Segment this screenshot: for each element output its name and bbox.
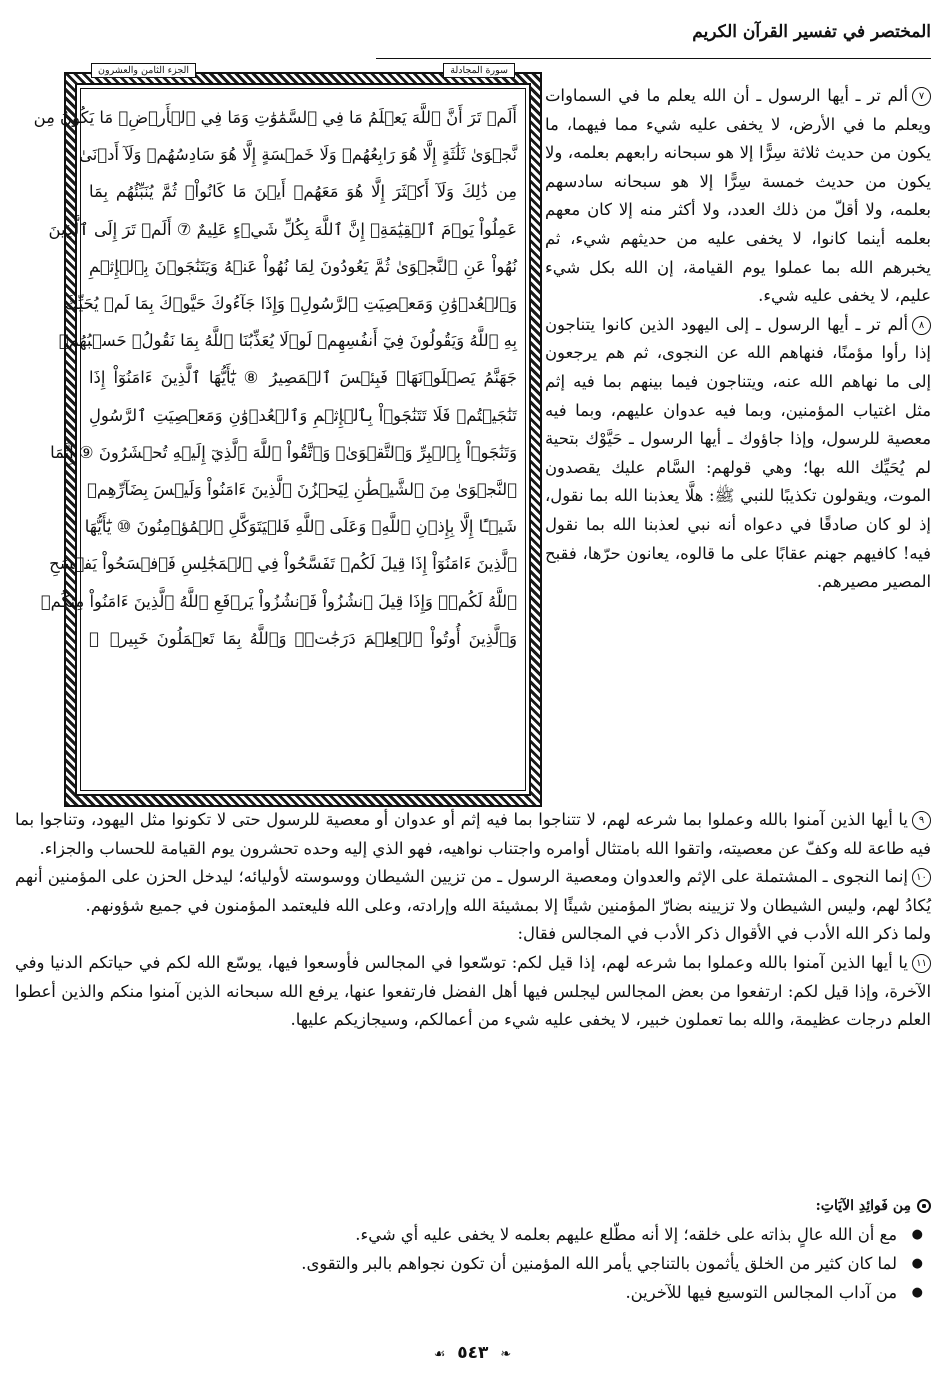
verse-number-badge: ١٠ <box>912 868 931 887</box>
page-header <box>376 22 931 62</box>
tafsir-text: يا أيها الذين آمنوا بالله وعملوا بما شرعه لهم، إذا قيل لكم: توسّعوا في المجالس فأوسعوا فيها، يوسّع الله لكم في حياتكم الدنيا وفي الآخرة، وإذا قيل لكم: ارتفعوا من بعض المجالس ليجلس فيها أهل الفضل فارتفعوا عنها، يرفع الله سبحانه الذين آمنوا منكم والذين أعطوا العلم درجات عظيمة، والله بما تعملون خبير، لا يخفى عليه شيء من أعمالكم، وسيجازيكم عليها. <box>15 952 931 1030</box>
tafsir-paragraph <box>545 311 931 597</box>
surah-label: سورة المجادلة <box>443 63 515 78</box>
benefits-list <box>15 1220 931 1307</box>
quran-line: ٱللَّهُ لَكُمۡۖ وَإِذَا قِيلَ ٱنشُزُواْ فَٱنشُزُواْ يَرۡفَعِ ٱللَّهُ ٱلَّذِينَ ءَامَنُواْ مِنكُمۡ <box>40 591 517 611</box>
quran-line: نَّجۡوَىٰ ثَلَٰثَةٍ إِلَّا هُوَ رَابِعُهُمۡ وَلَا خَمۡسَةٍ إِلَّا هُوَ سَادِسُهُمۡ وَلَآ أَدۡنَىٰ <box>79 145 517 165</box>
benefit-item: ● من آداب المجالس التوسيع فيها للآخرين. <box>15 1278 923 1307</box>
benefits-heading <box>15 1198 931 1214</box>
verse-number-badge: ١١ <box>912 954 931 973</box>
quran-line: شَيۡـًٔا إِلَّا بِإِذۡنِ ٱللَّهِۚ وَعَلَى ٱللَّهِ فَلۡيَتَوَكَّلِ ٱلۡمُؤۡمِنُونَ ⑩ يَٰٓأَيُّهَا <box>84 517 517 537</box>
tafsir-text: إنما النجوى ـ المشتملة على الإثم والعدوان ومعصية الرسول ـ من تزيين الشيطان ووسوسته لأوليائه؛ ليدخل الحزن على المؤمنين أنهم يُكادُ لهم، وليس الشيطان ولا تزيينه بضارّ المؤمنين شيئًا إلا بمشيئة الله وإرادته، وعلى الله فليعتمد المؤمنون في جميع شؤونهم. <box>15 867 931 915</box>
verse-number-badge: ٨ <box>912 316 931 335</box>
quran-line: مِن ذَٰلِكَ وَلَآ أَكۡثَرَ إِلَّا هُوَ مَعَهُمۡ أَيۡنَ مَا كَانُواْۖ ثُمَّ يُنَبِّئُهُم بِمَا <box>89 182 517 202</box>
verse-number-badge: ٩ <box>912 811 931 830</box>
tafsir-paragraph <box>15 920 931 949</box>
tafsir-paragraph <box>15 863 931 920</box>
quran-line: عَمِلُواْ يَوۡمَ ٱلۡقِيَٰمَةِۚ إِنَّ ٱللَّهَ بِكُلِّ شَيۡءٍ عَلِيمٌ ⑦ أَلَمۡ تَرَ إِلَى ٱلَّذِينَ <box>48 219 517 239</box>
tafsir-text: ألم تر ـ أيها الرسول ـ إلى اليهود الذين كانوا يتناجون إذا رأوا مؤمنًا، فنهاهم الله عن النجوى، ثم هم يرجعون إلى ما نهاهم الله عنه، ويتناجون فيما بينهم بما فيه إثم مثل اغتياب المؤمنين، وبما فيه عدوان عليهم، وبما فيه معصية للرسول، وإذا جاؤوك ـ أيها الرسول ـ حَيَّوْك بتحية لم يُحَيِّك الله بها؛ وهي قولهم: السَّام عليك يقصدون الموت، ويقولون تكذيبًا للنبي ﷺ: هلَّا يعذبنا الله بما نقول، إذ لو كان صادقًا في دعواه أنه نبي لعذبنا الله بما نقول فيه! كافيهم جهنم عقابًا على ما قالوه، يعانون حرّها، فقبح المصير مصيرهم. <box>545 314 931 592</box>
tafsir-text: ولما ذكر الله الأدب في الأقوال ذكر الأدب في المجالس فقال: <box>517 924 931 944</box>
quran-line: جَهَنَّمُ يَصۡلَوۡنَهَاۖ فَبِئۡسَ ٱلۡمَصِيرُ ⑧ يَٰٓأَيُّهَا ٱلَّذِينَ ءَامَنُوٓاْ إِذَا <box>89 368 517 388</box>
quran-frame <box>33 65 542 807</box>
quran-line: ٱلنَّجۡوَىٰ مِنَ ٱلشَّيۡطَٰنِ لِيَحۡزُنَ ٱلَّذِينَ ءَامَنُواْ وَلَيۡسَ بِضَآرِّهِمۡ <box>87 480 517 500</box>
quran-line: بِهِ ٱللَّهُ وَيَقُولُونَ فِيٓ أَنفُسِهِمۡ لَوۡلَا يُعَذِّبُنَا ٱللَّهُ بِمَا نَقُولُۚ حَسۡبُهُمۡ <box>58 331 517 351</box>
page-number: ٥٤٣ <box>457 1343 489 1363</box>
quran-line: وَٱلَّذِينَ أُوتُواْ ٱلۡعِلۡمَ دَرَجَٰتٖۚ وَٱللَّهُ بِمَا تَعۡمَلُونَ خَبِيرٞ ⑪ <box>89 628 517 648</box>
quran-line: نُهُواْ عَنِ ٱلنَّجۡوَىٰ ثُمَّ يَعُودُونَ لِمَا نُهُواْ عَنۡهُ وَيَتَنَٰجَوۡنَ بِٱلۡإِثۡمِ <box>89 256 517 276</box>
tafsir-text: ألم تر ـ أيها الرسول ـ أن الله يعلم ما في السماوات ويعلم ما في الأرض، لا يخفى عليه شيء مما فيهما، ما يكون من حديث ثلاثة سِرًّا إلا هو سبحانه رابعهم بعلمه، ولا يكون من حديث خمسة سِرًّا إلا هو سبحانه سادسهم بعلمه، ولا أقلّ من ذلك العدد، ولا أكثر منه إلا كان معهم بعلمه أينما كانوا، لا يخفى عليه من حديثهم شيء، ثم يخبرهم الله بما عملوا يوم القيامة، إن الله بكل شيء عليم، لا يخفى عليه شيء. <box>545 86 931 306</box>
ornament-icon: ☙ <box>433 1347 446 1362</box>
quran-line: تَنَٰجَيۡتُمۡ فَلَا تَتَنَٰجَوۡاْ بِٱلۡإِثۡمِ وَٱلۡعُدۡوَٰنِ وَمَعۡصِيَتِ ٱلرَّسُولِ <box>89 405 517 425</box>
flower-icon <box>917 1199 931 1213</box>
tafsir-paragraph <box>15 949 931 1035</box>
quran-frame-inner <box>33 65 531 796</box>
benefits-section <box>15 1198 931 1307</box>
tafsir-full-column <box>15 806 931 1035</box>
page-footer <box>0 1343 945 1363</box>
benefit-item: ● لما كان كثير من الخلق يأثمون بالتناجي يأمر الله المؤمنين أن تكون نجواهم بالبر والتقوى. <box>15 1249 923 1278</box>
benefit-item: ● مع أن الله عالٍ بذاته على خلقه؛ إلا أنه مطّلع عليهم بعلمه لا يخفى عليه أي شيء. <box>15 1220 923 1249</box>
tafsir-text: يا أيها الذين آمنوا بالله وعملوا بما شرعه لهم، لا تتناجوا بما فيه إثم أو عدوان أو معصية للرسول حتى لا تكونوا مثل اليهود، وتناجوا بما فيه طاعة لله وكفّ عن معصيته، واتقوا الله بامتثال أوامره واجتناب نواهيه، فهو الذي إليه وحده تحشرون يوم القيامة للحساب والجزاء. <box>15 810 931 858</box>
benefits-title: مِن فَوائِدِ الآيَاتِ: <box>815 1198 911 1214</box>
quran-line: ٱلَّذِينَ ءَامَنُوٓاْ إِذَا قِيلَ لَكُمۡ تَفَسَّحُواْ فِي ٱلۡمَجَٰلِسِ فَٱفۡسَحُواْ يَفۡسَحِ <box>49 554 517 574</box>
juz-label: الجزء الثامن والعشرون <box>91 63 196 78</box>
book-title: المختصر في تفسير القرآن الكريم <box>692 22 931 42</box>
tafsir-right-column <box>545 82 931 597</box>
tafsir-paragraph <box>545 82 931 311</box>
tafsir-paragraph <box>15 806 931 863</box>
ornament-icon: ❧ <box>500 1347 512 1362</box>
header-rule <box>376 58 931 59</box>
quran-line: أَلَمۡ تَرَ أَنَّ ٱللَّهَ يَعۡلَمُ مَا فِي ٱلسَّمَٰوَٰتِ وَمَا فِي ٱلۡأَرۡضِۖ مَا يَكُونُ مِن <box>33 108 517 127</box>
quran-text <box>33 99 517 657</box>
quran-line: وَتَنَٰجَوۡاْ بِٱلۡبِرِّ وَٱلتَّقۡوَىٰۖ وَٱتَّقُواْ ٱللَّهَ ٱلَّذِيٓ إِلَيۡهِ تُحۡشَرُونَ ⑨ إِنَّمَا <box>50 442 517 462</box>
verse-number-badge: ٧ <box>912 87 931 106</box>
quran-line: وَٱلۡعُدۡوَٰنِ وَمَعۡصِيَتِ ٱلرَّسُولِۖ وَإِذَا جَآءُوكَ حَيَّوۡكَ بِمَا لَمۡ يُحَيِّكَ <box>64 294 517 314</box>
